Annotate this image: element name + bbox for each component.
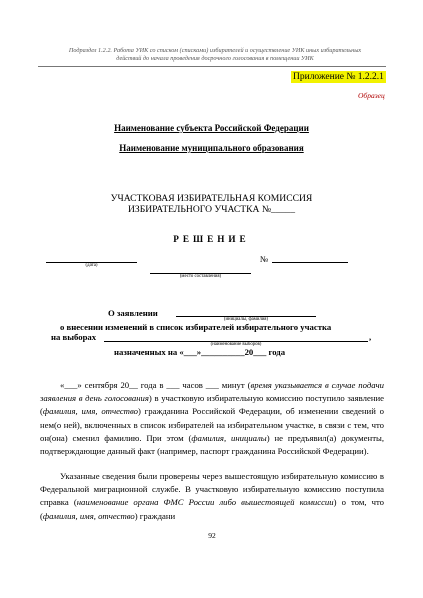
commission-title-2: ИЗБИРАТЕЛЬНОГО УЧАСТКА №_____ <box>127 204 296 215</box>
initials-caption: (инициалы, фамилия) <box>223 317 269 322</box>
p1-rest: ) гражданина Российской Федерации, об изменении сведений о нем(о ней), включенных в список избирателей на избирательном участке, в связи с тем, что он(она) сменил фамилию. При этом ( <box>40 406 384 443</box>
elections-caption: (наименование выборов) <box>210 342 262 347</box>
number-line <box>272 262 348 263</box>
about-statement: О заявлении <box>108 308 158 318</box>
header-rule <box>38 66 386 67</box>
p2-italic-org: наименование органа ФМС России либо вышестоящей комиссии <box>76 497 334 508</box>
subject-name: Наименование субъекта Российской Федерации <box>114 123 309 133</box>
municipality-name: Наименование муниципального образования <box>119 143 304 153</box>
elections-suffix: , <box>369 332 372 342</box>
appendix-label: Приложение № 1.2.2.1 <box>293 72 384 82</box>
changes-line: о внесении изменений в список избирателей избирательного участка <box>60 322 332 332</box>
p2-end: ) граждани <box>134 510 176 521</box>
page-number: 92 <box>208 531 216 540</box>
p1-italic-initials: фамилия, инициалы <box>191 432 267 443</box>
p1-italic-name: фамилия, имя, отчество <box>42 406 138 417</box>
paragraph-1 <box>40 379 384 458</box>
running-header <box>40 47 390 63</box>
elections-prefix: на выборах <box>51 332 97 342</box>
p1-mid: ) в участковую избирательную комиссию поступило заявление ( <box>40 393 384 417</box>
p1-end: ) не предъявил(а) документы, подтверждающие данный факт (например, паспорт гражданина Российской Федерации). <box>40 432 384 457</box>
number-sign: № <box>260 254 269 264</box>
header-line-2: действий до начала проведения досрочного голосования в помещении УИК <box>116 55 314 62</box>
decision-heading: РЕШЕНИЕ <box>173 234 250 244</box>
paragraph-2 <box>40 470 384 523</box>
scheduled-date: назначенных на «___»__________20___ года <box>114 347 286 357</box>
p2-italic-name: фамилия, имя, отчество <box>42 510 135 521</box>
header-line-1: Подраздел 1.2.2. Работа УИК со списком (списками) избирателей и осуществление УИК иных избирательных <box>68 47 362 54</box>
date-caption: (дата) <box>85 263 98 268</box>
p2-mid: ) о том, что ( <box>40 497 384 521</box>
commission-title-1: УЧАСТКОВАЯ ИЗБИРАТЕЛЬНАЯ КОМИССИЯ <box>110 193 313 204</box>
p1-lead: «___» сентября 20__ года в ___ часов ___ минут ( <box>60 380 251 390</box>
sample-label: Образец <box>358 91 385 100</box>
place-caption: (место составления) <box>179 274 222 279</box>
p1-italic-time: время указывается в случае подачи заявления в день голосования <box>40 380 384 404</box>
p2-lead: Указанные сведения были проверены через вышестоящую избирательную комиссию в Федеральной миграционной службе. В участковую избирательную комиссию поступила справка ( <box>40 471 384 508</box>
